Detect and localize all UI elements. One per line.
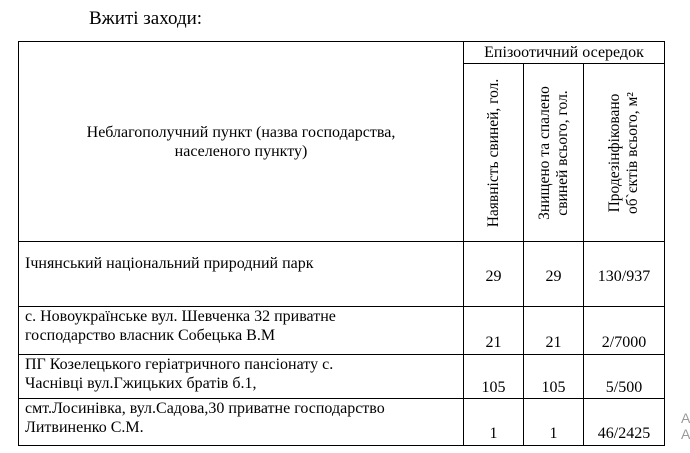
table-header-row xyxy=(19,42,665,64)
row-destroyed: 21 xyxy=(524,307,584,355)
header-affected-point: Неблагополучний пункт (назва господарства, населеного пункту) xyxy=(19,42,464,242)
row-disinfected: 2/7000 xyxy=(584,307,665,355)
row-pigs: 105 xyxy=(464,355,524,399)
table-row xyxy=(19,399,665,446)
header-disinfected-area: Продезінфіковано об`єктів всього, м² xyxy=(584,64,665,242)
row-location-line: Литвиненко С.М. xyxy=(25,419,144,436)
row-location-line: Часнівці вул.Гжицьких братів б.1, xyxy=(25,375,257,392)
row-disinfected: 46/2425 xyxy=(584,399,665,446)
row-disinfected: 5/500 xyxy=(584,355,665,399)
header-epizootic-focus: Епізоотичний осередок xyxy=(464,42,665,64)
edge-glyph: А xyxy=(681,426,690,442)
table-row xyxy=(19,307,665,355)
row-location-line: с. Новоукраїнське вул. Шевченка 32 приватне xyxy=(25,308,336,325)
row-location xyxy=(19,307,464,355)
row-disinfected: 130/937 xyxy=(584,242,665,307)
section-heading: Вжиті заходи: xyxy=(89,8,203,29)
row-pigs: 1 xyxy=(464,399,524,446)
row-pigs: 21 xyxy=(464,307,524,355)
measures-table xyxy=(18,41,665,446)
table-row xyxy=(19,242,665,307)
row-destroyed: 105 xyxy=(524,355,584,399)
row-location xyxy=(19,355,464,399)
row-location xyxy=(19,399,464,446)
header-pigs-destroyed: Знищено та спалено свиней всього, гол. xyxy=(524,64,584,242)
row-destroyed: 29 xyxy=(524,242,584,307)
row-location: Ічнянський національний природний парк xyxy=(19,242,464,307)
row-location-line: ПГ Козелецького геріатричного пансіонату с. xyxy=(25,356,334,373)
row-pigs: 29 xyxy=(464,242,524,307)
row-location-line: господарство власник Собецька В.М xyxy=(25,327,276,344)
table-row xyxy=(19,355,665,399)
edge-glyph: А xyxy=(681,410,690,426)
row-location-line: смт.Лосинівка, вул.Садова,30 приватне господарство xyxy=(25,400,385,417)
header-pigs-count: Наявність свиней, гол. xyxy=(464,64,524,242)
row-destroyed: 1 xyxy=(524,399,584,446)
